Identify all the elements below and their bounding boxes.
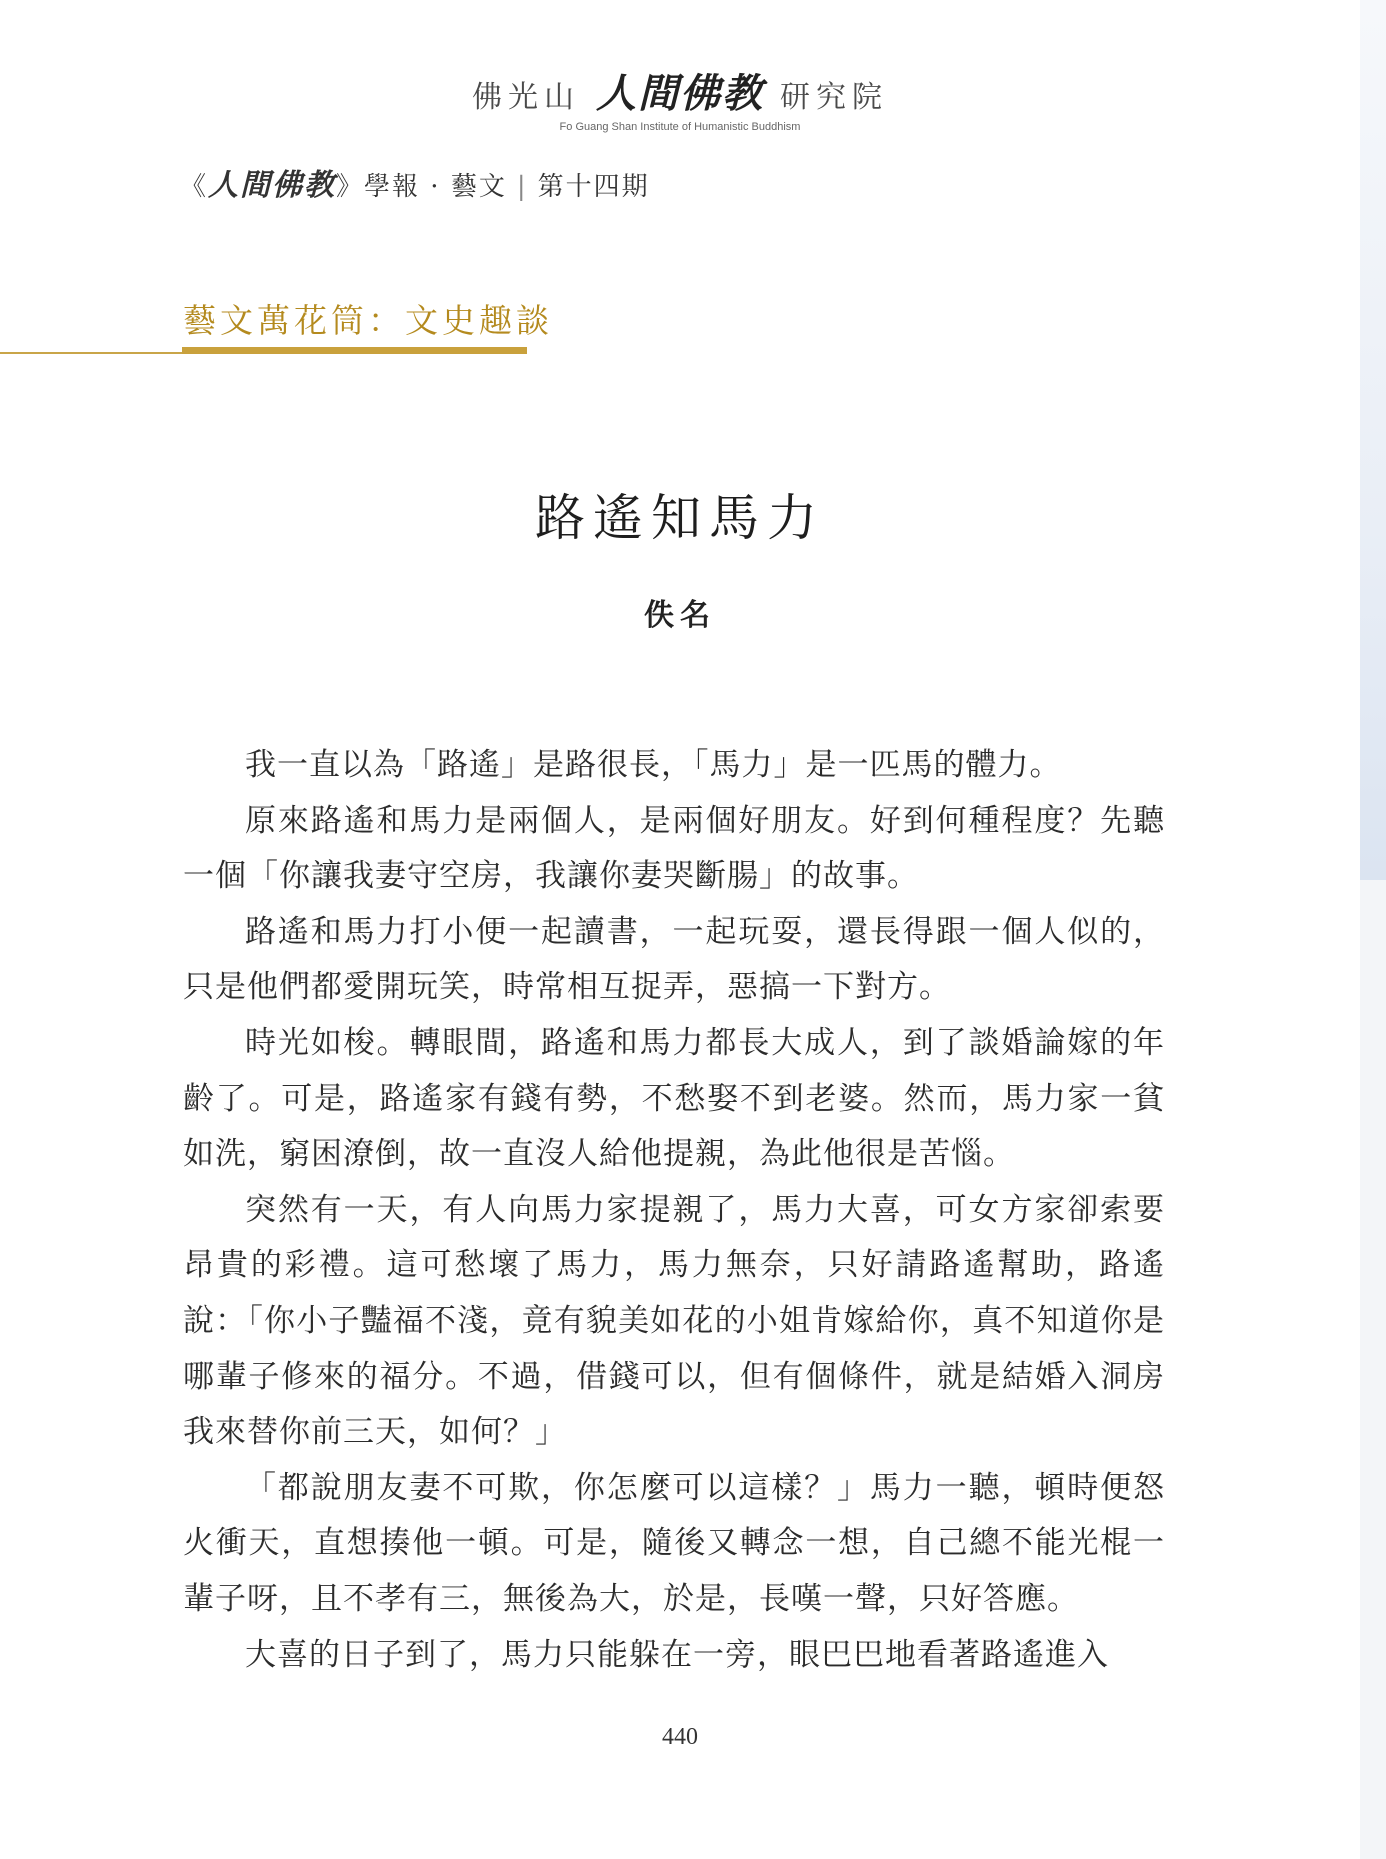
paragraph: 「都說朋友妻不可欺，你怎麼可以這樣？」馬力一聽，頓時便怒火衝天，直想揍他一頓。可是，隨後又轉念一想，自己總不能光棍一輩子呀，且不孝有三，無後為大，於是，長嘆一聲，只好答應。	[183, 1469, 1165, 1617]
paragraph: 突然有一天，有人向馬力家提親了，馬力大喜，可女方家卻索要昂貴的彩禮。這可愁壞了馬力，馬力無奈，只好請路遙幫助，路遙說：「你小子豔福不淺，竟有貌美如花的小姐肯嫁給你，真不知道你是哪輩子修來的福分。不過，借錢可以，但有個條件，就是結婚入洞房我來替你前三天，如何？」	[183, 1191, 1165, 1451]
paragraph: 時光如梭。轉眼間，路遙和馬力都長大成人，到了談婚論嫁的年齡了。可是，路遙家有錢有勢，不愁娶不到老婆。然而，馬力家一貧如洗，窮困潦倒，故一直沒人給他提親，為此他很是苦惱。	[183, 1024, 1165, 1173]
page-edge-band-lower	[1360, 880, 1386, 1859]
institute-name	[472, 62, 888, 119]
page-number: 440	[662, 1724, 698, 1750]
institute-english-name: Fo Guang Shan Institute of Humanistic Buddhism	[559, 121, 801, 133]
article-title: 路遙知馬力	[535, 489, 825, 547]
page-edge-band	[1360, 0, 1386, 880]
humanistic-buddhism-logo: 人間佛教	[596, 70, 764, 117]
journal-name-rest: 學報 · 藝文	[364, 172, 507, 202]
paragraph: 路遙和馬力打小便一起讀書，一起玩耍，還長得跟一個人似的，只是他們都愛開玩笑，時常相互捉弄，惡搞一下對方。	[183, 913, 1165, 1006]
open-bracket: 《	[180, 172, 209, 202]
paragraph: 我一直以為「路遙」是路很長，「馬力」是一匹馬的體力。	[245, 747, 1062, 783]
journal-running-head	[180, 160, 650, 204]
section-tag: 藝文萬花筒：文史趣談	[183, 301, 553, 340]
section-rule-thick	[182, 347, 527, 354]
paragraph: 原來路遙和馬力是兩個人，是兩個好朋友。好到何種程度？先聽一個「你讓我妻守空房，我讓你妻哭斷腸」的故事。	[183, 802, 1165, 895]
journal-logo: 人間佛教	[208, 168, 337, 203]
close-bracket: 》	[336, 172, 365, 202]
article-author: 佚名	[644, 598, 716, 633]
running-head-separator: |	[516, 172, 528, 202]
org-prefix: 佛光山	[472, 80, 580, 115]
paragraph: 大喜的日子到了，馬力只能躲在一旁，眼巴巴地看著路遙進入	[245, 1636, 1109, 1673]
institute-header	[0, 62, 1360, 133]
article-body	[183, 738, 1165, 1683]
org-suffix: 研究院	[780, 80, 888, 115]
issue-label: 第十四期	[537, 172, 650, 202]
